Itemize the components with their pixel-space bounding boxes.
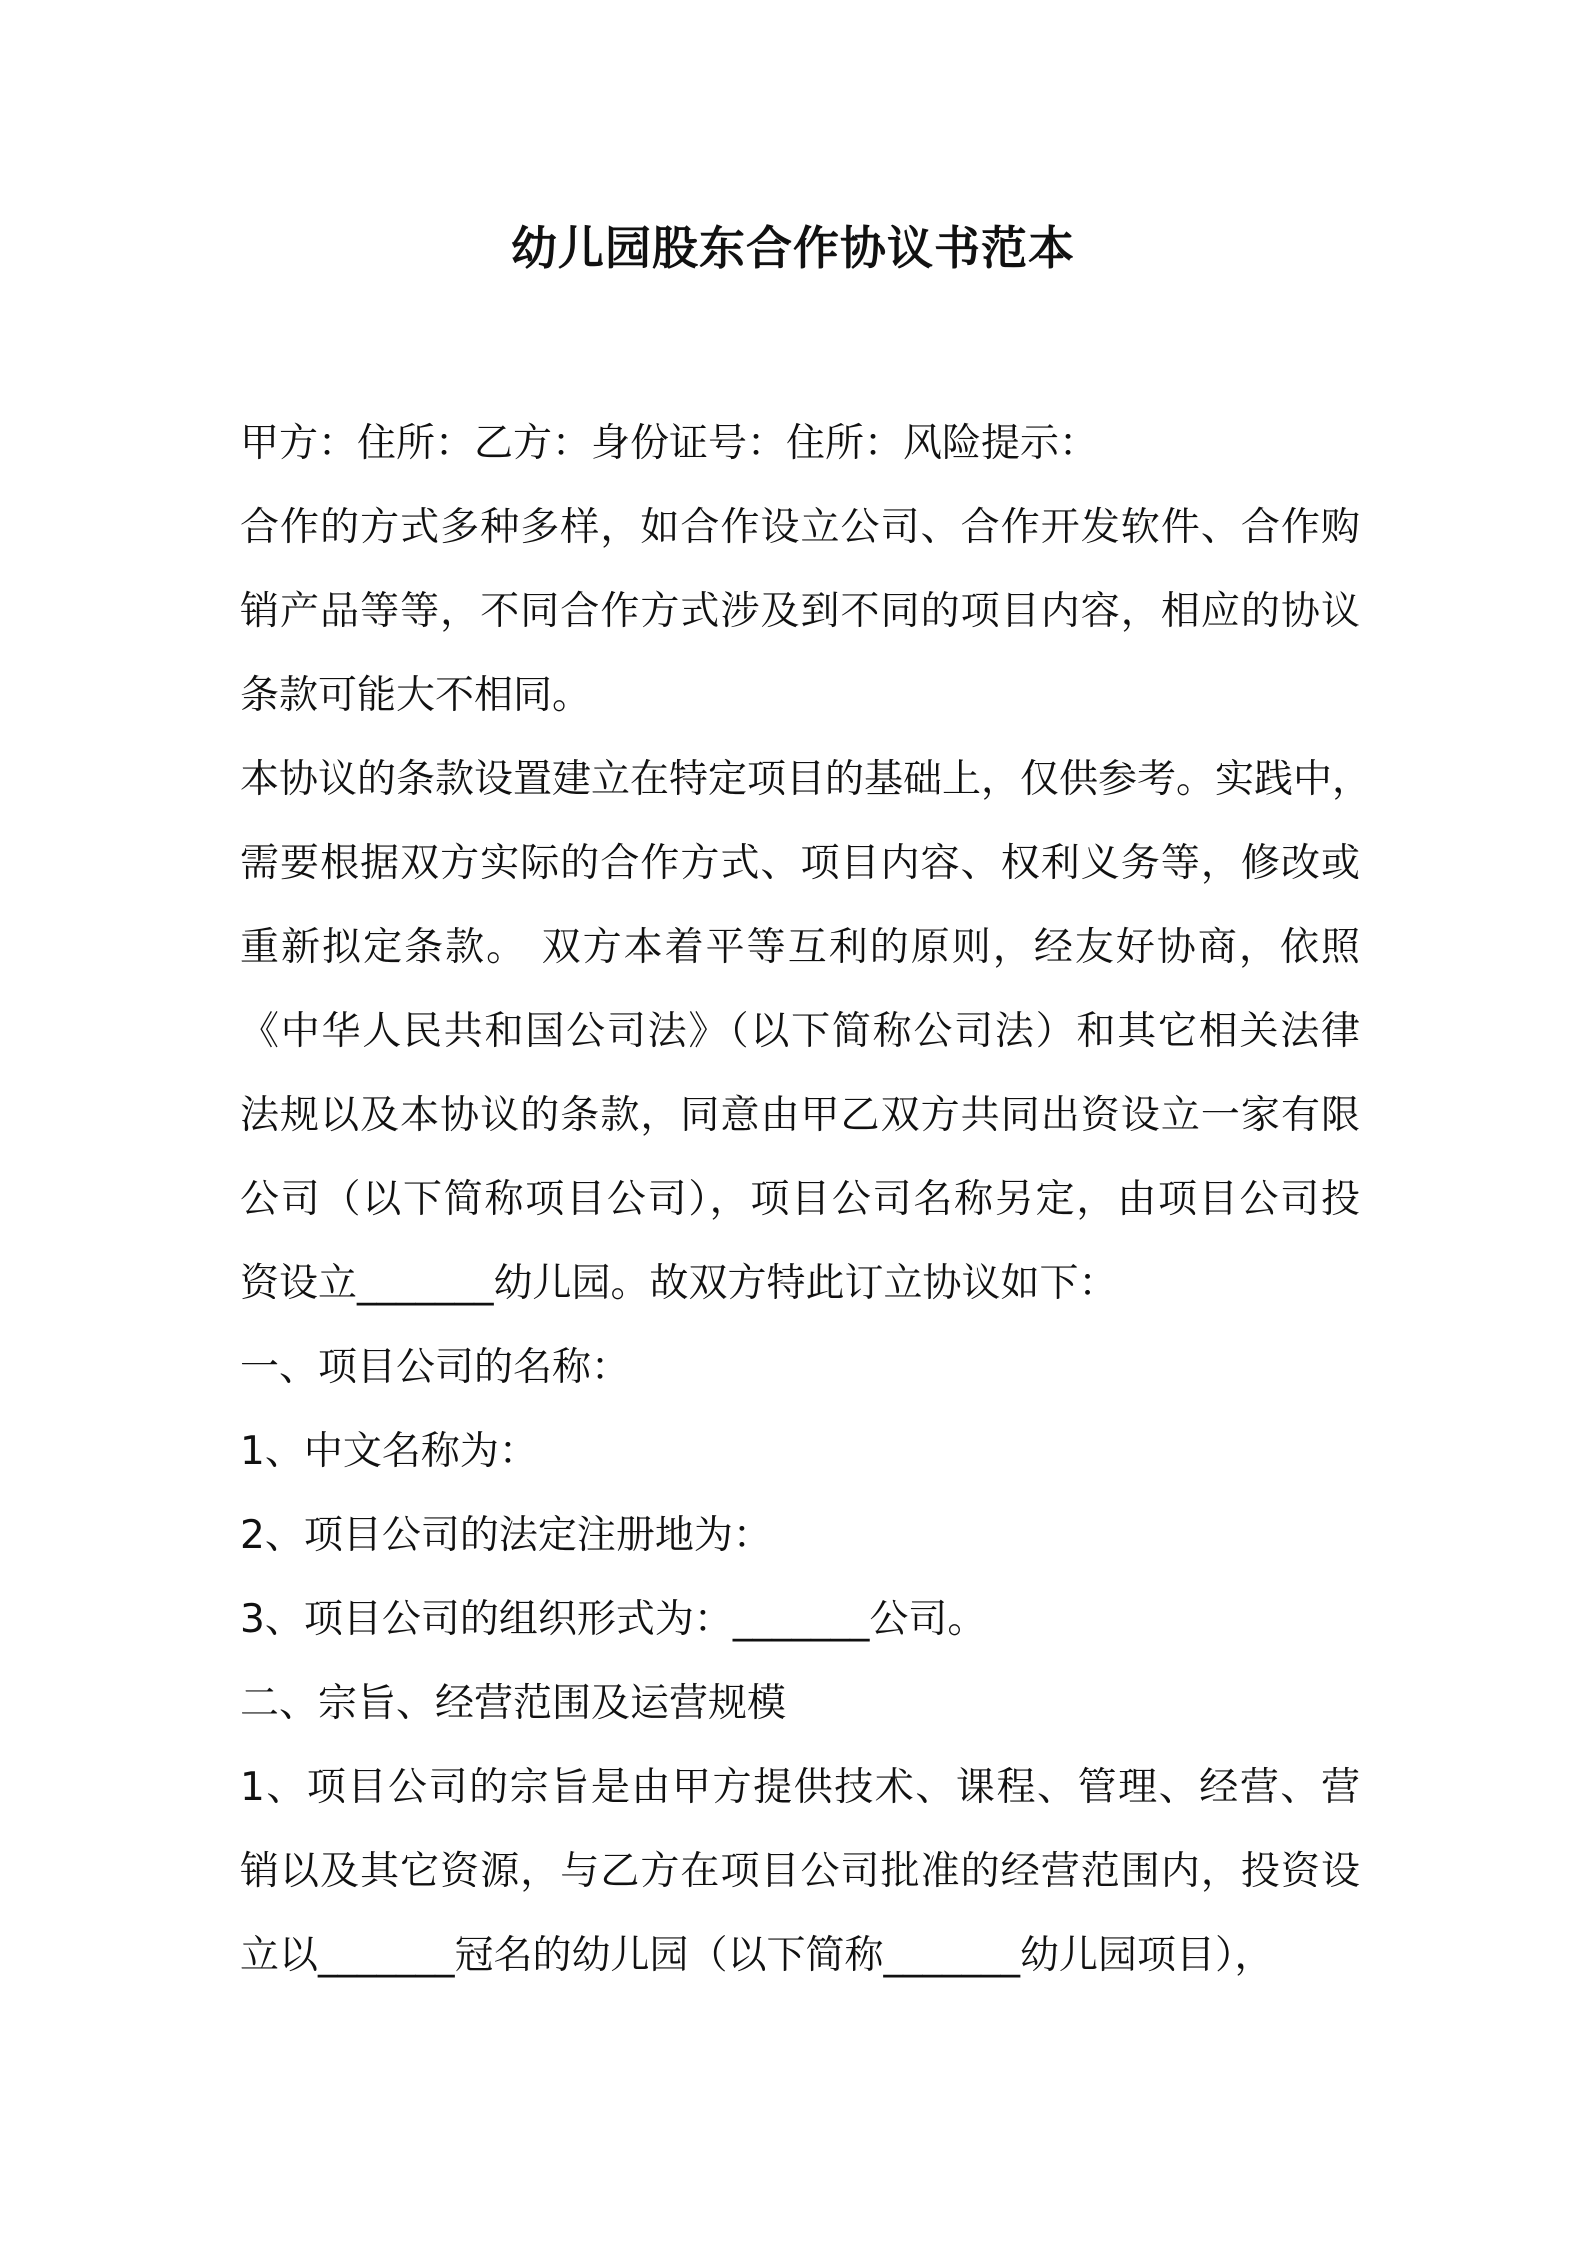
parties-line: 甲方：住所：乙方：身份证号：住所：风险提示： — [240, 421, 1099, 466]
paragraph-line: 本协议的条款设置建立在特定项目的基础上，仅供参考。实践中， — [240, 757, 1372, 802]
clause-item: 3、项目公司的组织形式为：_______公司。 — [240, 1597, 987, 1642]
paragraph-line: 需要根据双方实际的合作方式、项目内容、权利义务等，修改或 — [240, 841, 1360, 886]
paragraph-line: 重新拟定条款。 双方本着平等互利的原则，经友好协商，依照 — [240, 925, 1360, 970]
paragraph-line: 《中华人民共和国公司法》（以下简称公司法）和其它相关法律 — [240, 1009, 1360, 1054]
document-body — [240, 402, 1372, 1998]
document-title: 幼儿园股东合作协议书范本 — [511, 221, 1075, 275]
paragraph-line: 资设立_______幼儿园。故双方特此订立协议如下： — [240, 1261, 1118, 1306]
paragraph-line: 法规以及本协议的条款，同意由甲乙双方共同出资设立一家有限 — [240, 1093, 1360, 1138]
clause-item: 销以及其它资源，与乙方在项目公司批准的经营范围内，投资设 — [240, 1849, 1360, 1894]
clause-item: 1、中文名称为： — [240, 1429, 538, 1474]
clause-item: 立以_______冠名的幼儿园（以下简称_______幼儿园项目）， — [240, 1933, 1274, 1978]
paragraph-line: 销产品等等，不同合作方式涉及到不同的项目内容，相应的协议 — [240, 589, 1360, 634]
clause-item: 2、项目公司的法定注册地为： — [240, 1513, 772, 1558]
paragraph-line: 合作的方式多种多样，如合作设立公司、合作开发软件、合作购 — [240, 505, 1360, 550]
section-heading: 一、项目公司的名称： — [240, 1345, 631, 1390]
clause-item: 1、项目公司的宗旨是由甲方提供技术、课程、管理、经营、营 — [240, 1765, 1360, 1810]
paragraph-line: 公司（以下简称项目公司），项目公司名称另定，由项目公司投 — [240, 1177, 1360, 1222]
section-heading: 二、宗旨、经营范围及运营规模 — [240, 1681, 787, 1726]
paragraph-line: 条款可能大不相同。 — [240, 673, 592, 718]
